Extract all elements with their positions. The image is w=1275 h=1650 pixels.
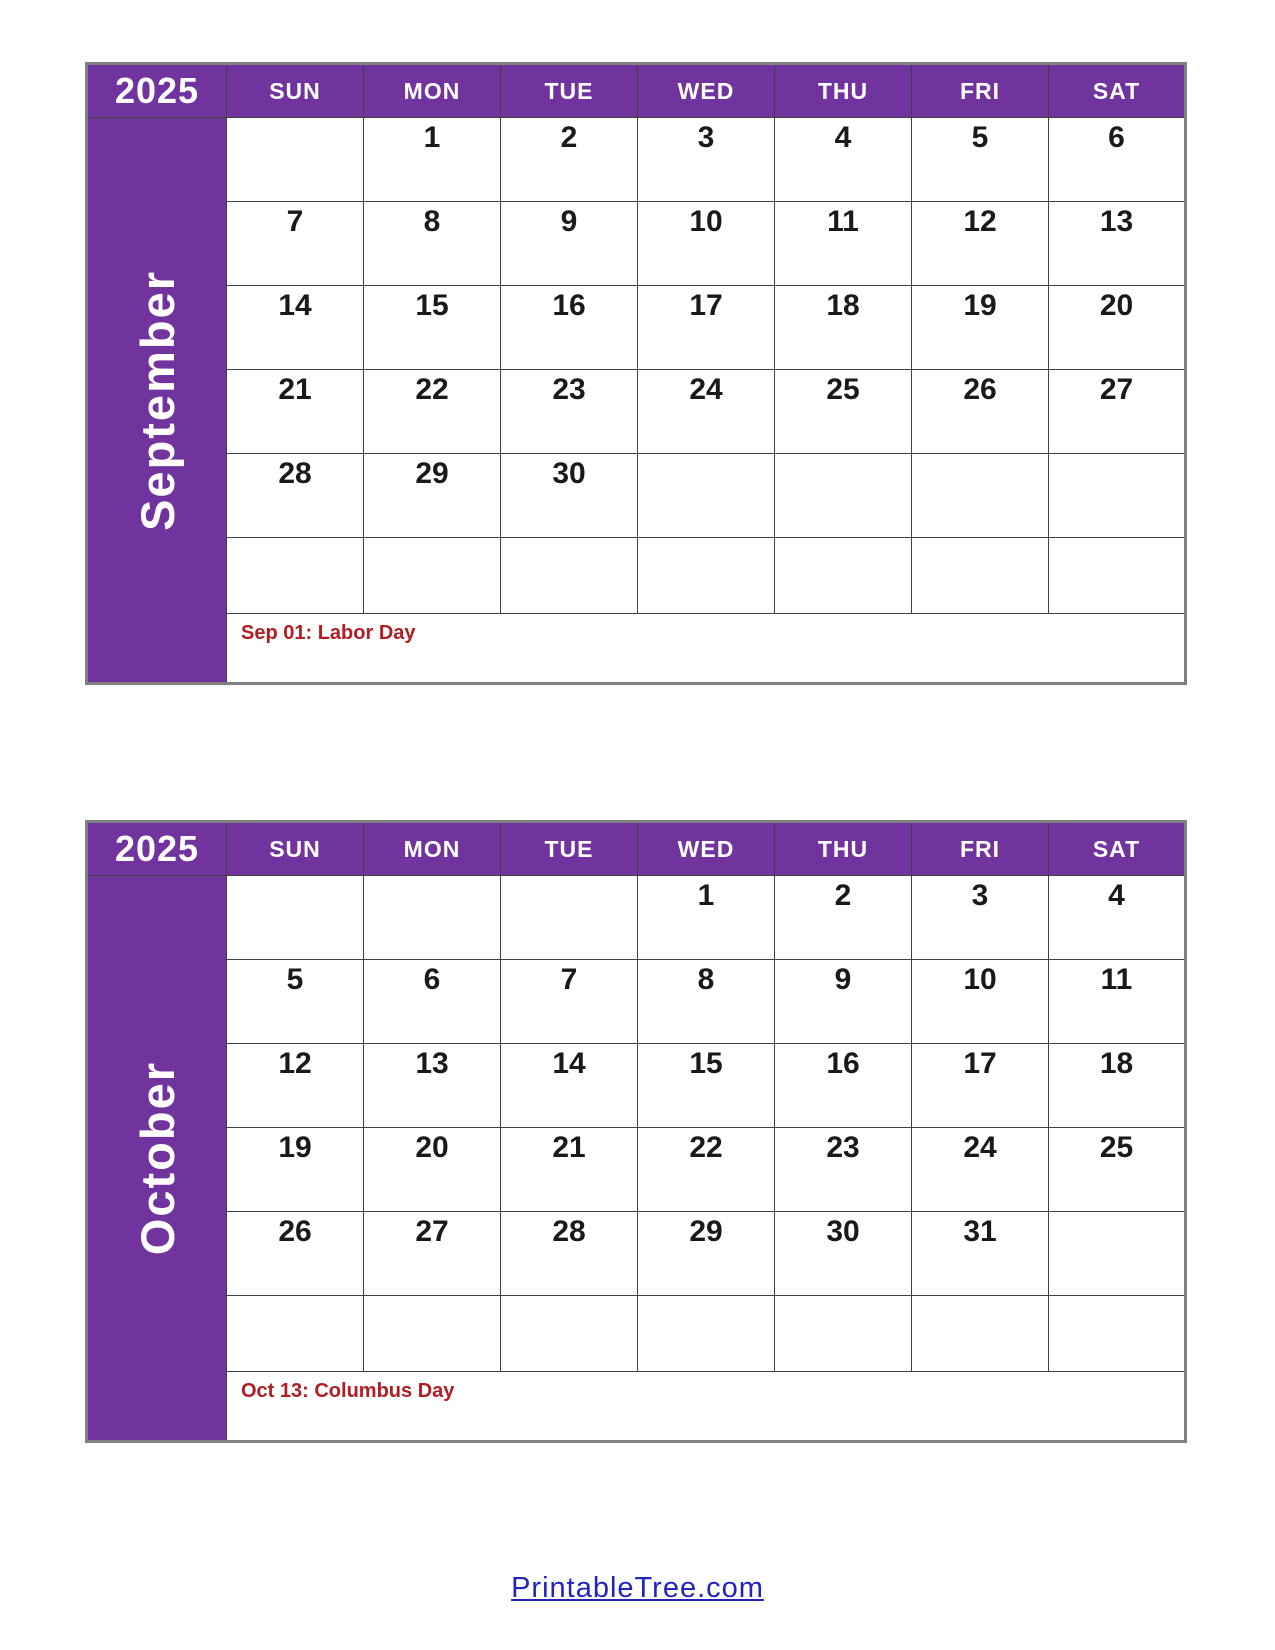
date-cell-oct-8: 8: [638, 960, 775, 1044]
date-cell-sep-18: 18: [775, 286, 912, 370]
month-name: October: [130, 1060, 184, 1256]
date-cell-sep-29: 29: [364, 454, 501, 538]
date-cell-oct-23: 23: [775, 1128, 912, 1212]
printabletree-link[interactable]: PrintableTree.com: [511, 1572, 764, 1604]
date-cell-oct-21: 21: [501, 1128, 638, 1212]
date-cell-sep-2: 2: [501, 118, 638, 202]
date-cell-oct-27: 27: [364, 1212, 501, 1296]
date-cell-sep-7: 7: [227, 202, 364, 286]
date-cell-sep-17: 17: [638, 286, 775, 370]
weekday-header-wed: WED: [638, 64, 775, 118]
date-cell-sep-25: 25: [775, 370, 912, 454]
date-cell-oct-29: 29: [638, 1212, 775, 1296]
month-sidebar: [87, 876, 227, 1442]
date-cell-empty: [1049, 454, 1186, 538]
date-cell-oct-14: 14: [501, 1044, 638, 1128]
date-cell-empty: [638, 1296, 775, 1372]
weekday-header-tue: TUE: [501, 822, 638, 876]
date-cell-oct-15: 15: [638, 1044, 775, 1128]
date-cell-empty: [364, 538, 501, 614]
date-cell-oct-17: 17: [912, 1044, 1049, 1128]
date-cell-oct-18: 18: [1049, 1044, 1186, 1128]
weekday-header-mon: MON: [364, 822, 501, 876]
october-calendar: [85, 820, 1187, 1443]
weekday-header-sat: SAT: [1049, 822, 1186, 876]
date-cell-empty: [912, 538, 1049, 614]
date-cell-sep-28: 28: [227, 454, 364, 538]
date-cell-empty: [912, 1296, 1049, 1372]
date-cell-sep-8: 8: [364, 202, 501, 286]
date-cell-sep-27: 27: [1049, 370, 1186, 454]
date-cell-sep-11: 11: [775, 202, 912, 286]
weekday-header-sat: SAT: [1049, 64, 1186, 118]
date-cell-sep-1: 1: [364, 118, 501, 202]
date-cell-sep-30: 30: [501, 454, 638, 538]
date-cell-oct-13: 13: [364, 1044, 501, 1128]
date-cell-oct-26: 26: [227, 1212, 364, 1296]
date-cell-oct-31: 31: [912, 1212, 1049, 1296]
date-cell-sep-15: 15: [364, 286, 501, 370]
date-cell-oct-22: 22: [638, 1128, 775, 1212]
date-cell-sep-22: 22: [364, 370, 501, 454]
weekday-header-thu: THU: [775, 822, 912, 876]
month-sidebar: [87, 118, 227, 684]
date-cell-oct-6: 6: [364, 960, 501, 1044]
date-cell-empty: [364, 1296, 501, 1372]
year-cell: 2025: [87, 64, 227, 118]
year-cell: 2025: [87, 822, 227, 876]
date-cell-sep-5: 5: [912, 118, 1049, 202]
date-cell-sep-4: 4: [775, 118, 912, 202]
date-cell-sep-16: 16: [501, 286, 638, 370]
date-cell-empty: [364, 876, 501, 960]
date-cell-empty: [1049, 538, 1186, 614]
date-cell-sep-23: 23: [501, 370, 638, 454]
date-cell-empty: [638, 454, 775, 538]
date-cell-oct-2: 2: [775, 876, 912, 960]
date-cell-empty: [912, 454, 1049, 538]
holiday-note: Oct 13: Columbus Day: [227, 1372, 1186, 1442]
date-cell-oct-12: 12: [227, 1044, 364, 1128]
date-cell-sep-12: 12: [912, 202, 1049, 286]
date-cell-sep-19: 19: [912, 286, 1049, 370]
footer: [0, 1572, 1275, 1605]
date-cell-empty: [227, 876, 364, 960]
date-cell-sep-26: 26: [912, 370, 1049, 454]
date-cell-oct-11: 11: [1049, 960, 1186, 1044]
weekday-header-tue: TUE: [501, 64, 638, 118]
date-cell-oct-3: 3: [912, 876, 1049, 960]
date-cell-empty: [501, 538, 638, 614]
weekday-header-sun: SUN: [227, 822, 364, 876]
date-cell-oct-24: 24: [912, 1128, 1049, 1212]
date-cell-oct-5: 5: [227, 960, 364, 1044]
date-cell-sep-13: 13: [1049, 202, 1186, 286]
date-cell-empty: [501, 876, 638, 960]
date-cell-sep-3: 3: [638, 118, 775, 202]
date-cell-empty: [775, 538, 912, 614]
weekday-header-wed: WED: [638, 822, 775, 876]
date-cell-oct-28: 28: [501, 1212, 638, 1296]
date-cell-empty: [1049, 1212, 1186, 1296]
date-cell-oct-7: 7: [501, 960, 638, 1044]
date-cell-oct-19: 19: [227, 1128, 364, 1212]
weekday-header-fri: FRI: [912, 822, 1049, 876]
weekday-header-fri: FRI: [912, 64, 1049, 118]
date-cell-empty: [775, 1296, 912, 1372]
date-cell-sep-14: 14: [227, 286, 364, 370]
date-cell-sep-10: 10: [638, 202, 775, 286]
date-cell-oct-10: 10: [912, 960, 1049, 1044]
weekday-header-sun: SUN: [227, 64, 364, 118]
date-cell-sep-24: 24: [638, 370, 775, 454]
date-cell-sep-20: 20: [1049, 286, 1186, 370]
date-cell-empty: [638, 538, 775, 614]
date-cell-oct-1: 1: [638, 876, 775, 960]
date-cell-empty: [227, 1296, 364, 1372]
date-cell-sep-21: 21: [227, 370, 364, 454]
date-cell-oct-20: 20: [364, 1128, 501, 1212]
date-cell-oct-9: 9: [775, 960, 912, 1044]
date-cell-sep-9: 9: [501, 202, 638, 286]
date-cell-empty: [1049, 1296, 1186, 1372]
date-cell-oct-30: 30: [775, 1212, 912, 1296]
month-name: September: [130, 269, 184, 531]
weekday-header-mon: MON: [364, 64, 501, 118]
date-cell-sep-6: 6: [1049, 118, 1186, 202]
september-calendar: [85, 62, 1187, 685]
weekday-header-thu: THU: [775, 64, 912, 118]
date-cell-empty: [227, 118, 364, 202]
date-cell-oct-4: 4: [1049, 876, 1186, 960]
date-cell-oct-25: 25: [1049, 1128, 1186, 1212]
holiday-note: Sep 01: Labor Day: [227, 614, 1186, 684]
date-cell-empty: [501, 1296, 638, 1372]
date-cell-empty: [227, 538, 364, 614]
date-cell-empty: [775, 454, 912, 538]
date-cell-oct-16: 16: [775, 1044, 912, 1128]
